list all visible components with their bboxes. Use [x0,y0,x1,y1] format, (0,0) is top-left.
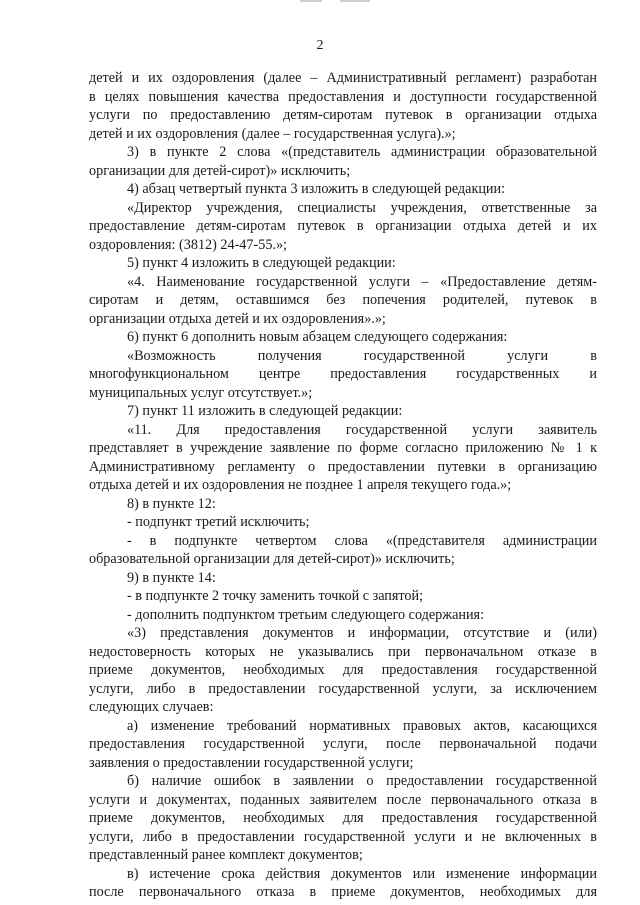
text-line: многофункциональном центре предоставления государственных и [89,366,597,382]
text-line: представляет в учреждение заявление по форме согласно приложению № 1 к [89,440,597,456]
text-line: - в подпункте 2 точку заменить точкой с запятой; [127,588,424,604]
text-line: предоставления государственной услуги, после первоначальной подачи [89,736,597,752]
text-line: - в подпункте четвертом слова «(представителя администрации [127,532,597,549]
text-line: услуги и документах, поданных заявителем после первоначального отказа в [89,791,597,808]
text-line: организации для детей-сирот)» исключить; [89,162,351,179]
text-line: 6) пункт 6 дополнить новым абзацем следующего содержания: [127,329,508,345]
text-line: - подпункт третий исключить; [127,514,310,530]
text-line: а) изменение требований нормативных правовых актов, касающихся [127,717,597,734]
text-line: отдыха детей и их оздоровления не позднее 1 апреля текущего года.»; [89,477,512,493]
text-line: приеме документов, необходимых для предоставления государственной [89,662,597,678]
text-line: «Директор учреждения, специалисты учреждения, ответственные за [127,199,597,216]
text-line: муниципальных услуг отсутствует.»; [89,384,313,401]
text-line: 5) пункт 4 изложить в следующей редакции: [127,255,396,271]
text-line: 4) абзац четвертый пункта 3 изложить в следующей редакции: [127,181,506,197]
text-line: Административному регламенту о предоставлении путевки в организацию [89,458,597,475]
scan-artifact [300,0,380,4]
text-line: заявления о предоставлении государственной услуги; [89,754,414,771]
text-line: услуги по предоставлению детям-сиротам путевок в организации отдыха [89,107,597,123]
text-line: в целях повышения качества предоставления и доступности государственной [89,88,597,105]
text-line: «11. Для предоставления государственной услуги заявитель [127,421,597,438]
text-line: оздоровления: (3812) 24-47-55.»; [89,236,287,253]
text-line: б) наличие ошибок в заявлении о предоставлении государственной [127,773,597,789]
text-line: услуги, либо в предоставлении государственной услуги, за исключением [89,680,597,697]
text-line: в) истечение срока действия документов или изменение информации [127,865,597,882]
text-line: - дополнить подпунктом третьим следующего содержания: [127,606,485,623]
text-line: предоставление детям-сиротам путевок в организации отдыха детей и их [89,218,597,234]
text-line: «3) представления документов и информации, отсутствие и (или) [127,625,597,641]
page-number: 2 [316,38,324,53]
text-line: следующих случаев: [89,699,214,715]
text-line: представленный ранее комплект документов; [89,847,363,863]
text-line: недостоверность которых не указывались при первоначальном отказе в [89,643,597,660]
text-line: детей и их оздоровления (далее – государственная услуга).»; [89,125,456,142]
text-line: «4. Наименование государственной услуги – «Предоставление детям- [127,273,597,290]
text-line: услуги, либо в предоставлении государственной услуги и не включенных в [89,828,597,845]
text-line: 7) пункт 11 изложить в следующей редакции: [127,403,403,419]
text-line: детей и их оздоровления (далее – Административный регламент) разработан [89,70,597,86]
text-line: 9) в пункте 14: [127,569,216,586]
text-line: приеме документов, необходимых для предоставления государственной [89,810,597,826]
text-line: «Возможность получения государственной услуги в [127,347,597,364]
text-line: организации отдыха детей и их оздоровления».»; [89,310,386,327]
document-body [89,69,597,902]
text-line: образовательной организации для детей-сирот)» исключить; [89,551,455,567]
text-line: 8) в пункте 12: [127,495,216,512]
text-line: сиротам и детям, оставшимся без попечения родителей, путевок в [89,292,597,308]
text-line: 3) в пункте 2 слова «(представитель администрации образовательной [127,144,597,160]
text-line: после первоначального отказа в приеме документов, необходимых для [89,884,597,900]
